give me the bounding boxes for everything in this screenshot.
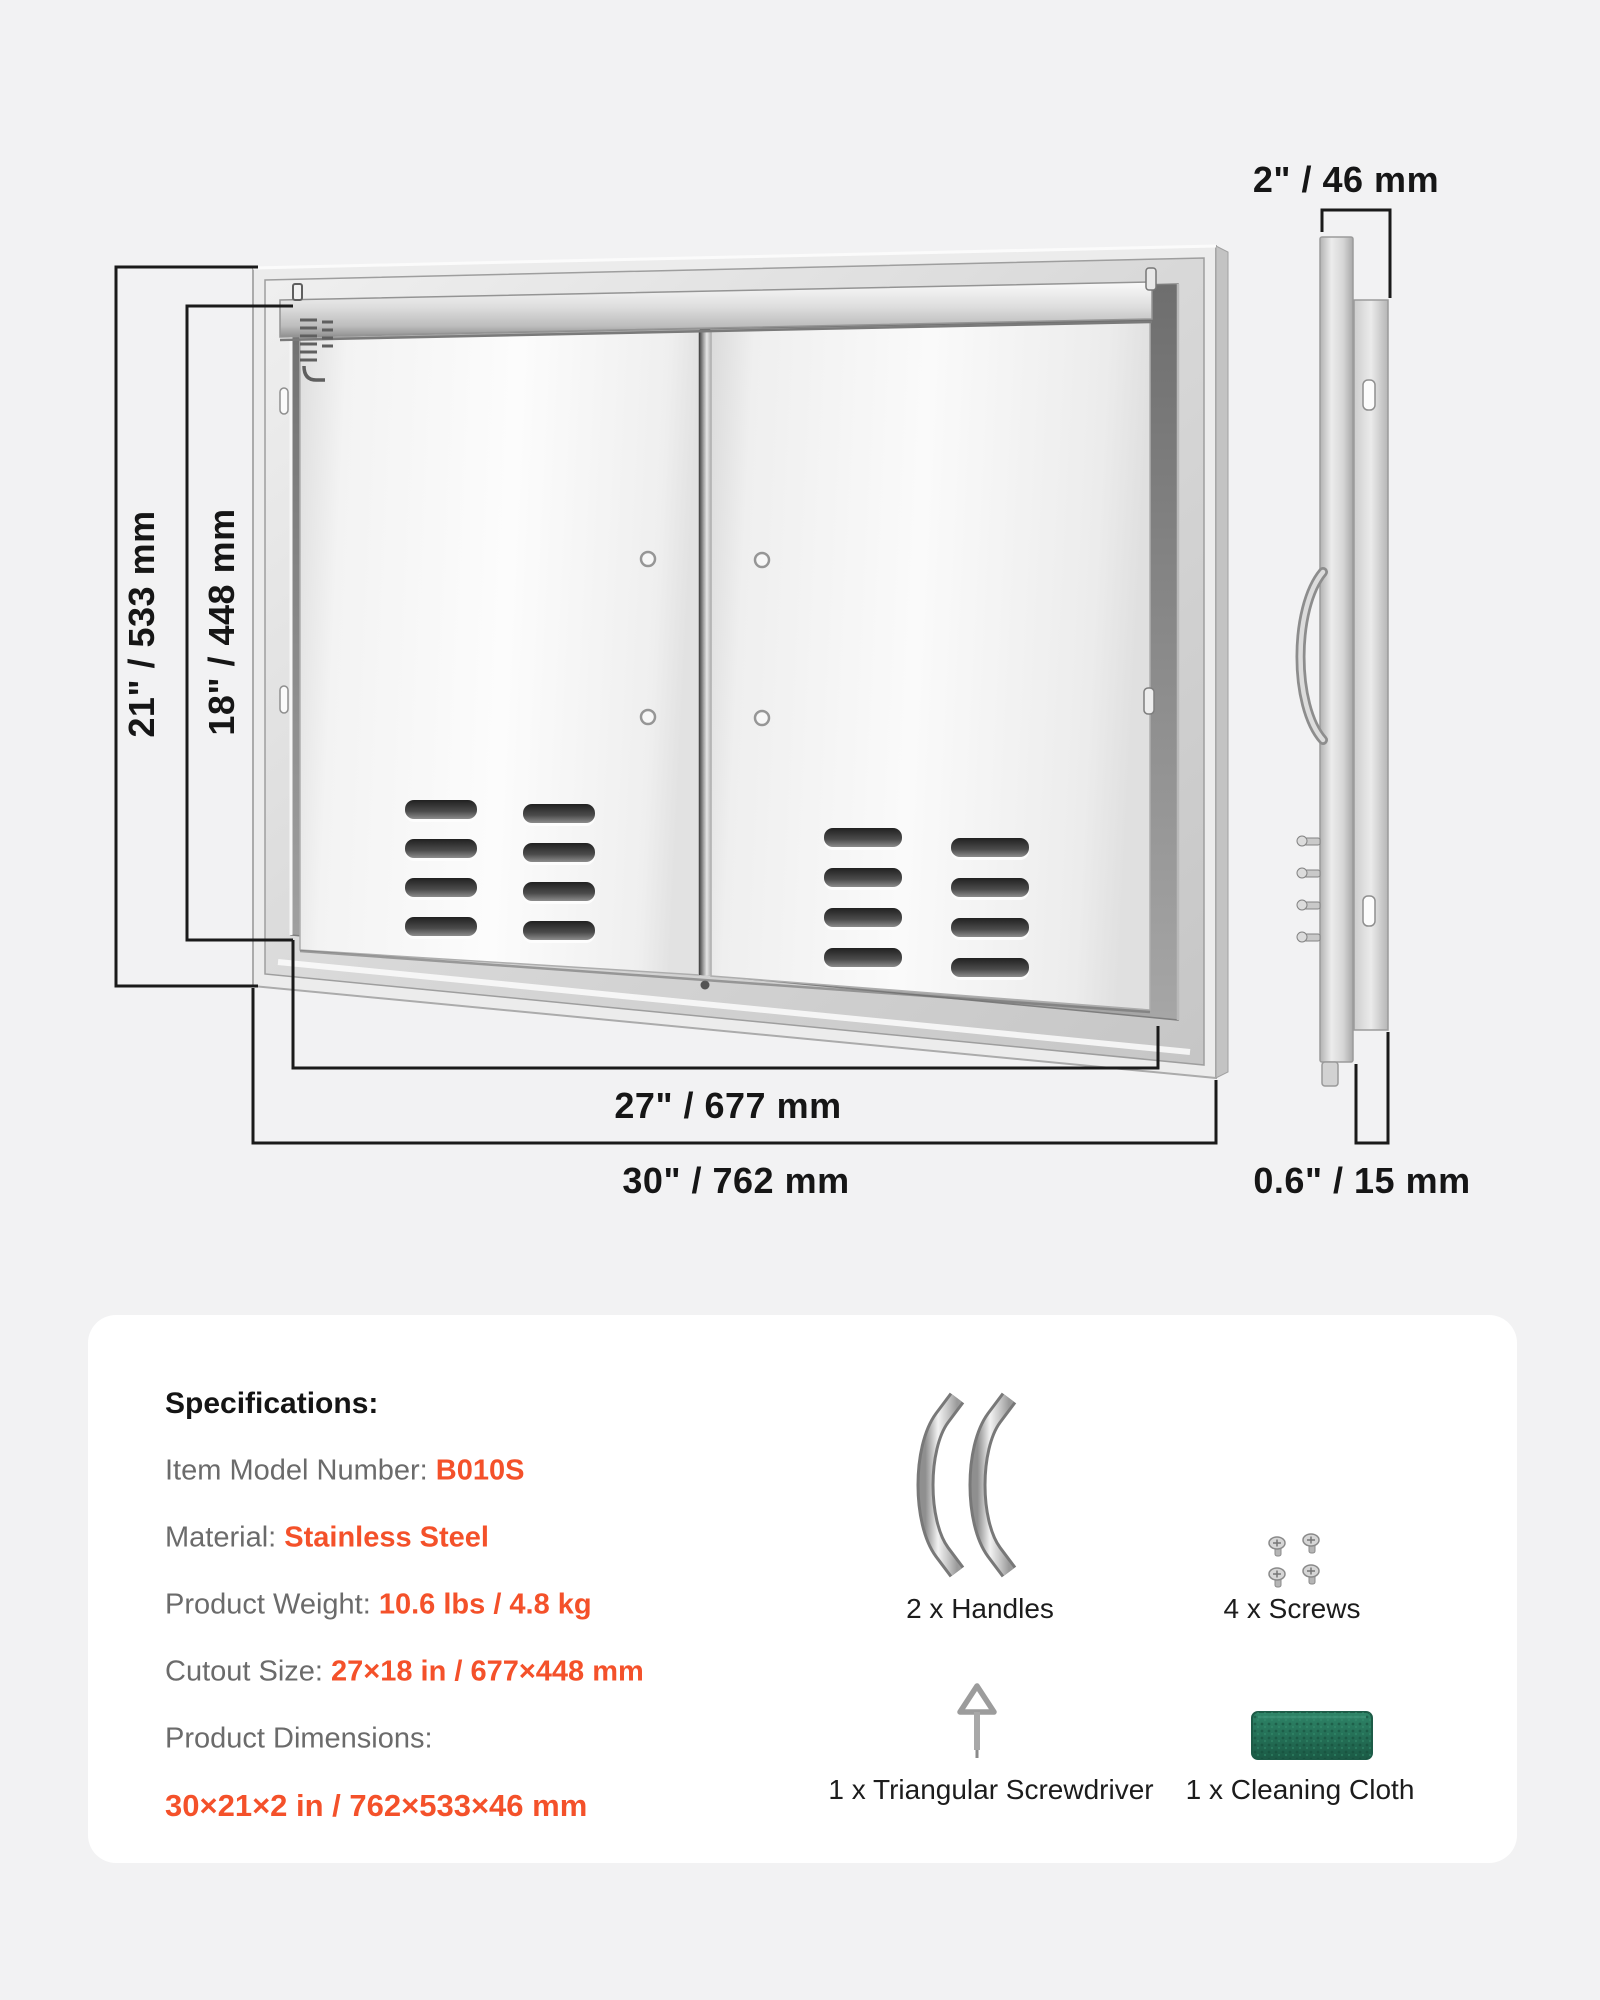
spec-row-weight (165, 1589, 592, 1622)
spec-label-material: Material: (165, 1521, 285, 1554)
door-front-view (253, 246, 1228, 1078)
spec-row-model (165, 1455, 524, 1488)
dim-label-depth: 2" / 46 mm (1252, 159, 1440, 200)
spec-value-material: Stainless Steel (284, 1521, 489, 1554)
door-left-panel (300, 330, 699, 975)
dim-label-outer-height: 21" / 533 mm (121, 510, 162, 738)
triangular-screwdriver-icon (960, 1686, 994, 1758)
accessory-label-screwdriver: 1 x Triangular Screwdriver (828, 1774, 1154, 1805)
spec-label-weight: Product Weight: (165, 1588, 379, 1621)
dim-label-cutout-height: 18" / 448 mm (201, 508, 242, 736)
spec-label-dimensions: Product Dimensions: (165, 1722, 433, 1755)
door-right-panel (711, 322, 1150, 1010)
side-front-panel (1320, 237, 1353, 1062)
accessory-label-screws: 4 x Screws (1223, 1593, 1361, 1624)
dim-label-thickness: 0.6" / 15 mm (1253, 1160, 1471, 1201)
spec-value-model: B010S (435, 1454, 525, 1487)
door-side-view (1297, 237, 1388, 1086)
spec-row-material (165, 1522, 489, 1555)
screws-icon (1269, 1534, 1319, 1587)
accessory-label-cloth: 1 x Cleaning Cloth (1185, 1774, 1415, 1805)
accessory-label-handles: 2 x Handles (906, 1593, 1054, 1624)
spec-label-cutout: Cutout Size: (165, 1655, 332, 1688)
cleaning-cloth-icon (1252, 1712, 1372, 1759)
spec-value-dimensions: 30×21×2 in / 762×533×46 mm (165, 1788, 588, 1823)
door-center-divider (699, 330, 711, 990)
dimension-line-thickness (1356, 1032, 1388, 1143)
handles-icon (926, 1398, 1010, 1572)
spec-value-cutout: 27×18 in / 677×448 mm (331, 1655, 644, 1688)
spec-label-model: Item Model Number: (165, 1454, 436, 1487)
specifications-heading: Specifications: (165, 1387, 379, 1420)
side-screws (1297, 836, 1320, 942)
spec-value-weight: 10.6 lbs / 4.8 kg (378, 1588, 592, 1621)
spec-row-cutout (165, 1656, 644, 1689)
dim-label-cutout-width: 27" / 677 mm (614, 1085, 842, 1126)
spec-row-dimensions (165, 1723, 433, 1756)
dim-label-outer-width: 30" / 762 mm (622, 1160, 850, 1201)
